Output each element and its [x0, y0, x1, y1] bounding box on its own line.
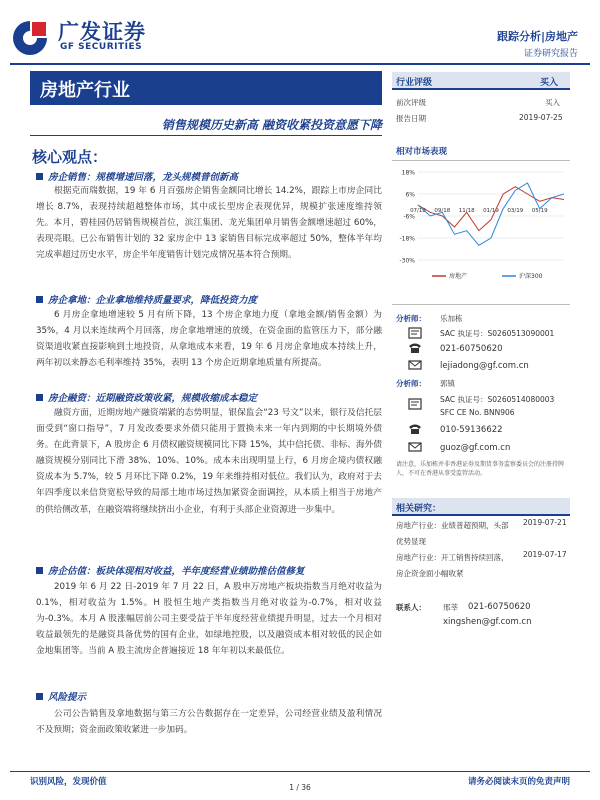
analyst-phone: 021-60750620	[440, 344, 503, 354]
phone-icon	[408, 342, 422, 354]
x-tick-label: 11/18	[458, 208, 475, 214]
phone-icon	[408, 423, 422, 435]
bullet-icon	[36, 173, 43, 180]
analyst-email: lejiadong@gf.com.cn	[440, 361, 529, 371]
footer-disclaimer: 请务必阅读末页的免责声明	[467, 777, 570, 787]
section-title: 房企估值：板块体现相对收益，半年度经营业绩助推估值修复	[48, 566, 305, 577]
analyst-cert2: SFC CE No. BNN906	[440, 408, 515, 417]
prev-rating-label: 前次评级	[396, 98, 426, 107]
x-tick-label: 01/19	[483, 208, 499, 214]
related-item-title[interactable]: 房地产行业：业绩普超预期，头部优势显现	[396, 521, 509, 546]
section-divider	[392, 304, 570, 305]
series-line	[418, 183, 564, 245]
rating-value: 买入	[540, 78, 559, 88]
related-item-date: 2019-07-21	[523, 518, 567, 527]
x-tick-label: 09/18	[434, 208, 451, 214]
logo-text: 广发证券	[58, 20, 146, 44]
analyst-label: 分析师：	[396, 314, 426, 323]
subtitle-divider	[30, 135, 382, 136]
analyst-phone: 010-59136622	[440, 425, 503, 435]
footer-divider	[10, 771, 590, 772]
email-icon	[408, 359, 422, 371]
date-label: 报告日期	[396, 114, 426, 123]
related-item-title[interactable]: 房地产行业：开工销售持续回落，房企资金面小幅收紧	[396, 553, 509, 578]
related-heading: 相关研究：	[396, 504, 442, 514]
section-title: 房企销售：规模增速回落，龙头规模普创新高	[48, 172, 239, 183]
section-title: 风险提示	[48, 692, 87, 703]
footer-slogan: 识别风险，发现价值	[30, 777, 107, 787]
section-text: 6 月房企拿地增速较 5 月有所下降，13 个房企拿地力度（拿地金额/销售金额）为 35%，4 月以来连续两个月回落，房企拿地增速的放缓，在资金面的监管压力下，部分融资渠道收紧直接影响到土地投资，从拿地成本来看，19 年 6 月房企拿地成本持续上升，两年初以来静态毛利率维持 35%，表明 13 个房企近期拿地质量有所提高。	[36, 310, 382, 369]
x-tick-label: 07/18	[410, 208, 426, 214]
analyst-cert: SAC 执证号：S0260513090001	[440, 329, 555, 338]
page-number: 1 / 36	[289, 783, 311, 792]
section-text: 根据克而瑞数据，19 年 6 月百强房企销售金额同比增长 14.2%，跟踪上市房企同比增长 8.7%，表现持续超越整体市场，其中成长型房企表现优异，规模扩张速度维持领先。本月，碧桂园仍居销售规模首位，滨江集团、龙光集团单月销售金额增速超过 60%，表现亮眼。已公布销售计划的 32 家房企中 13 家销售目标完成率超过 50%，整体半年均完成率超过历史水平，房企半年度销售计划完成情况基本符合预期。	[36, 186, 382, 261]
prev-rating-value: 买入	[545, 98, 560, 107]
y-tick-label: -6%	[403, 213, 415, 221]
section-title: 房企融资：近期融资政策收紧，规模收缩成本稳定	[48, 393, 258, 404]
header-divider	[10, 63, 590, 65]
section-title: 房企拿地：企业拿地维持质量要求，降低投资力度	[48, 295, 258, 306]
gf-logo-icon	[10, 18, 50, 58]
section-text: 2019 年 6 月 22 日-2019 年 7 月 22 日，A 股申万房地产板块指数当月绝对收益为 0.1%，相对收益为 1.5%。H 股恒生地产类指数当月绝对收益为-0.7%，相对收益为-0.3%。本月 A 股涨幅居前公司主要受益于半年度经营业绩提升明显，过去一个月相对收益最领先的是融资具备优势的国有企业，如绿地控股，以及融资成本相对较低的民企如金地集团等。当前 A 股主流房企普遍接近 18 年年初以来最低位。	[36, 582, 382, 657]
related-item-date: 2019-07-17	[523, 550, 567, 559]
contact-email: xingshen@gf.com.cn	[443, 617, 532, 627]
email-icon	[408, 441, 422, 453]
core-heading: 核心观点：	[32, 148, 108, 166]
rating-label: 行业评级	[396, 78, 433, 88]
analyst-cert: SAC 执证号：S0260514080003	[440, 395, 555, 404]
contact-name: 邢莘	[443, 603, 458, 612]
report-type: 跟踪分析|房地产	[496, 30, 578, 43]
certificate-icon	[408, 398, 422, 410]
analyst-name: 郭镇	[440, 379, 455, 388]
contact-label: 联系人：	[396, 603, 426, 612]
chart-heading-divider	[392, 160, 570, 161]
y-tick-label: 18%	[401, 169, 415, 177]
page-title: 房地产行业	[40, 80, 130, 101]
report-kind: 证券研究报告	[523, 49, 578, 59]
legend-label: 房地产	[449, 273, 468, 280]
contact-phone: 021-60750620	[468, 602, 531, 612]
x-tick-label: 05/19	[531, 208, 548, 214]
report-subtitle: 销售规模历史新高 融资收紧投资意愿下降	[161, 118, 382, 132]
relative-performance-chart	[392, 164, 572, 294]
y-tick-label: 6%	[405, 191, 415, 199]
bullet-icon	[36, 567, 43, 574]
analyst-email: guoz@gf.com.cn	[440, 443, 511, 453]
y-tick-label: -30%	[399, 257, 415, 265]
date-value: 2019-07-25	[519, 113, 563, 122]
bullet-icon	[36, 296, 43, 303]
bullet-icon	[36, 693, 43, 700]
certificate-icon	[408, 327, 422, 339]
chart-heading: 相对市场表现	[396, 147, 448, 157]
section-text: 公司公告销售及拿地数据与第三方公告数据存在一定差异，公司经营业绩及盈利情况不及预期；资金面政策收紧进一步加码。	[36, 709, 382, 736]
analyst-note: 请注意，乐加栋并非香港证券及期货事务监察委员会的注册持牌人，不可在香港从事受监管活动。	[396, 461, 565, 477]
section-text: 融资方面，近期房地产融资端紧的态势明显，银保监会“23 号文”以来，银行及信托层面受到“窗口指导”，7 月发改委要求外债只能用于置换未来一年内到期的中长期境外债务。在此背景下，A 股房企 6 月债权融资规模同比下降 15%，其中信托债、非标、海外债融资规模分别同比下滑 38%、10%、10%。成本未出现明显上行，6 月房企境内债权融资成本为 5.7%，较 5 月环比下降 0.2%，19 年来维持相对低位。我们认为，政府对于去年四季度以来信贷宽松导致的局部土地市场过热加紧资金面调控，从本质上相当于房地产的供给侧改革，在融资端将继续挤出小企业，有利于头部企业资源进一步集中。	[36, 408, 382, 515]
analyst-name: 乐加栋	[440, 314, 463, 323]
x-tick-label: 03/19	[507, 208, 524, 214]
analyst-label: 分析师：	[396, 379, 426, 388]
y-tick-label: -18%	[399, 235, 415, 243]
legend-label: 沪深300	[519, 273, 543, 280]
logo-english: GF SECURITIES	[60, 42, 143, 52]
bullet-icon	[36, 394, 43, 401]
